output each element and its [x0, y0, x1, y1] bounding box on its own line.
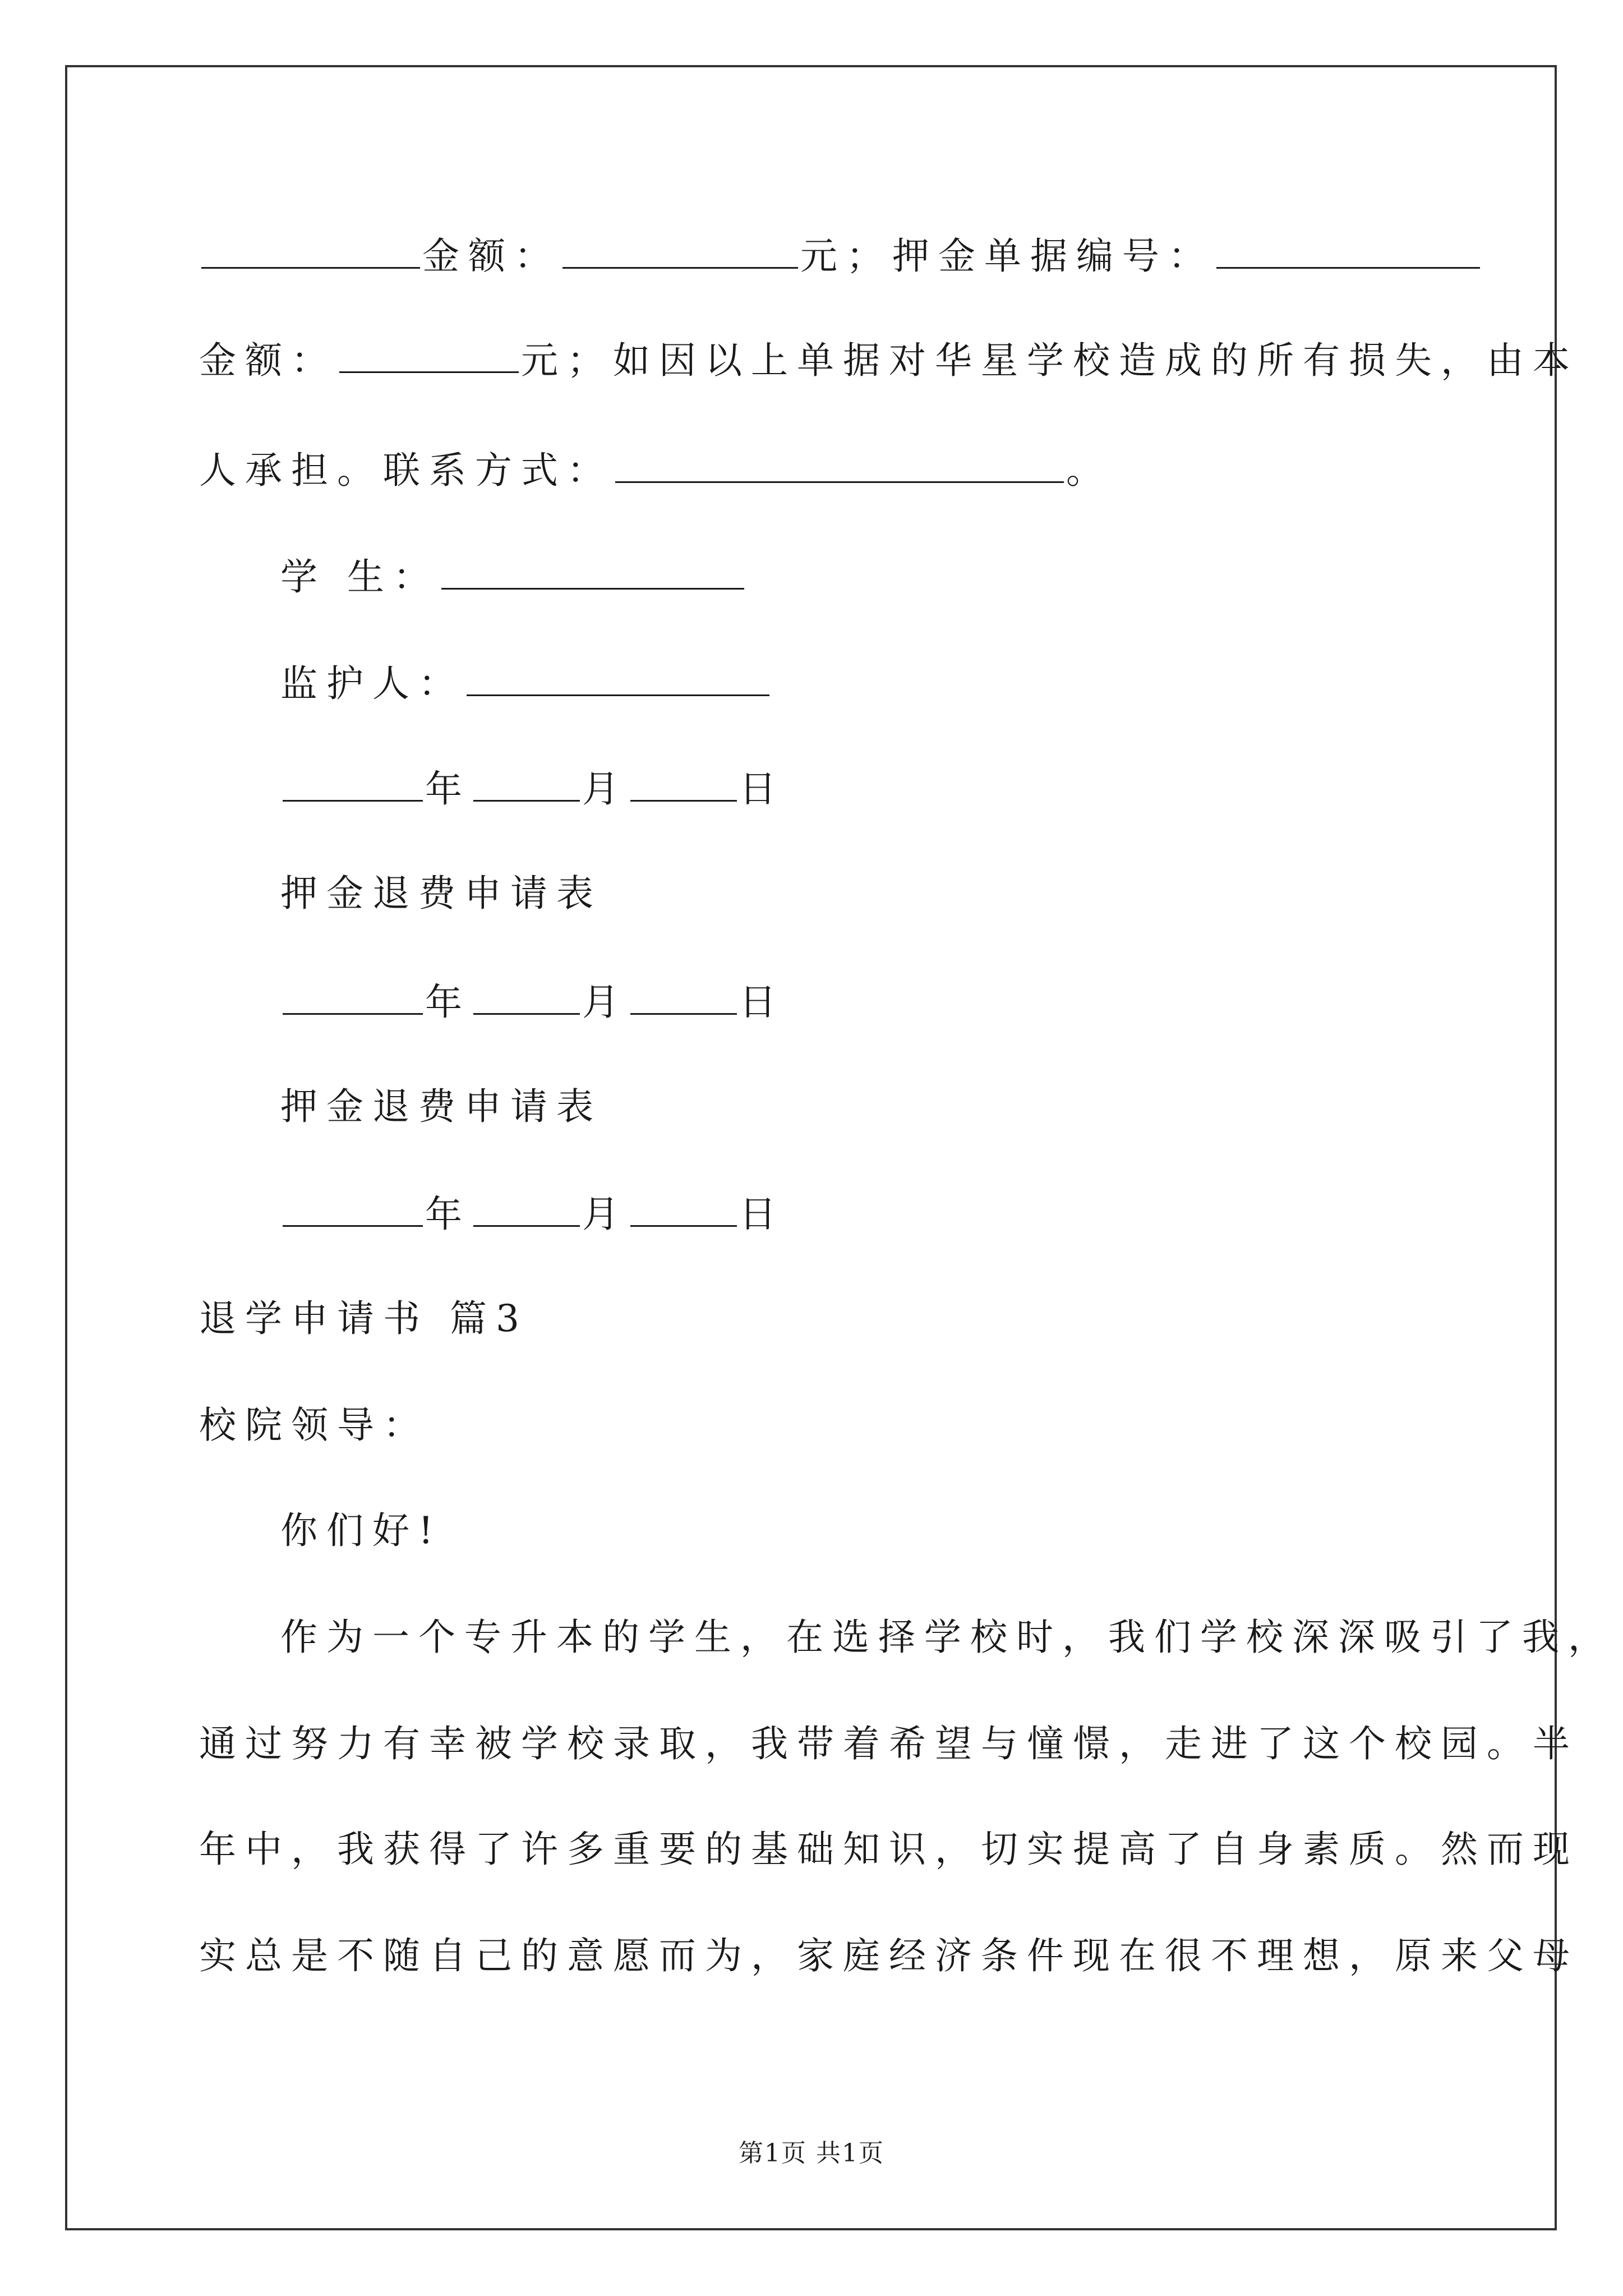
text: 金额： [199, 339, 337, 382]
text: 元；如因以上单据对华星学校造成的所有损失，由本 [521, 339, 1579, 382]
text: 退学申请书 篇3 [199, 1297, 528, 1340]
guardian-signature-line [280, 662, 772, 705]
text: 月 [582, 1193, 628, 1236]
text: 监护人： [280, 662, 464, 705]
text: 年 [425, 981, 471, 1024]
form-line-amount-2 [199, 339, 1579, 382]
blank-field[interactable] [283, 982, 423, 1015]
blank-field[interactable] [283, 769, 423, 802]
student-signature-line [280, 555, 746, 599]
blank-field[interactable] [630, 1194, 737, 1227]
blank-field[interactable] [1216, 236, 1480, 269]
text: 金额： [422, 234, 560, 278]
page-footer: 第1页 共1页 [739, 2139, 884, 2168]
blank-field[interactable] [339, 340, 519, 373]
text: 你们好! [280, 1509, 442, 1552]
body-line [199, 1934, 1579, 1977]
body-line [280, 1616, 1614, 1659]
blank-field[interactable] [630, 769, 737, 802]
page-border [65, 65, 1557, 2230]
text: 学 生： [280, 555, 439, 599]
greeting [280, 1509, 442, 1552]
text: 日 [739, 981, 785, 1024]
date-line [280, 1193, 785, 1236]
body-line [199, 1828, 1579, 1871]
text: 年 [425, 1193, 471, 1236]
form-title [280, 872, 602, 915]
text: 元；押金单据编号： [800, 234, 1214, 278]
text: 押金退费申请表 [280, 872, 602, 915]
blank-field[interactable] [473, 769, 580, 802]
date-line [280, 767, 785, 811]
text: 日 [739, 1193, 785, 1236]
blank-field[interactable] [615, 450, 1064, 483]
blank-field[interactable] [201, 236, 420, 269]
text: 月 [582, 981, 628, 1024]
blank-field[interactable] [630, 982, 737, 1015]
blank-field[interactable] [467, 663, 769, 696]
text: 月 [582, 767, 628, 811]
form-title [280, 1085, 602, 1128]
blank-field[interactable] [562, 236, 798, 269]
text: 实总是不随自己的意愿而为，家庭经济条件现在很不理想，原来父母 [199, 1934, 1579, 1977]
body-line [199, 1722, 1579, 1765]
blank-field[interactable] [441, 556, 744, 590]
blank-field[interactable] [473, 1194, 580, 1227]
date-line [280, 981, 785, 1024]
text: 日 [739, 767, 785, 811]
blank-field[interactable] [283, 1194, 423, 1227]
text: 押金退费申请表 [280, 1085, 602, 1128]
form-line-contact [199, 449, 1112, 492]
blank-field[interactable] [473, 982, 580, 1015]
text: 作为一个专升本的学生，在选择学校时，我们学校深深吸引了我， [280, 1616, 1614, 1659]
text: 年中，我获得了许多重要的基础知识，切实提高了自身素质。然而现 [199, 1828, 1579, 1871]
form-line-amount-1 [199, 234, 1482, 278]
text: 校院领导： [199, 1404, 429, 1447]
text: 年 [425, 767, 471, 811]
text: 人承担。联系方式： [199, 449, 613, 492]
section-heading [199, 1297, 528, 1340]
salutation [199, 1404, 429, 1447]
text: 。 [1066, 449, 1112, 492]
text: 通过努力有幸被学校录取，我带着希望与憧憬，走进了这个校园。半 [199, 1722, 1579, 1765]
